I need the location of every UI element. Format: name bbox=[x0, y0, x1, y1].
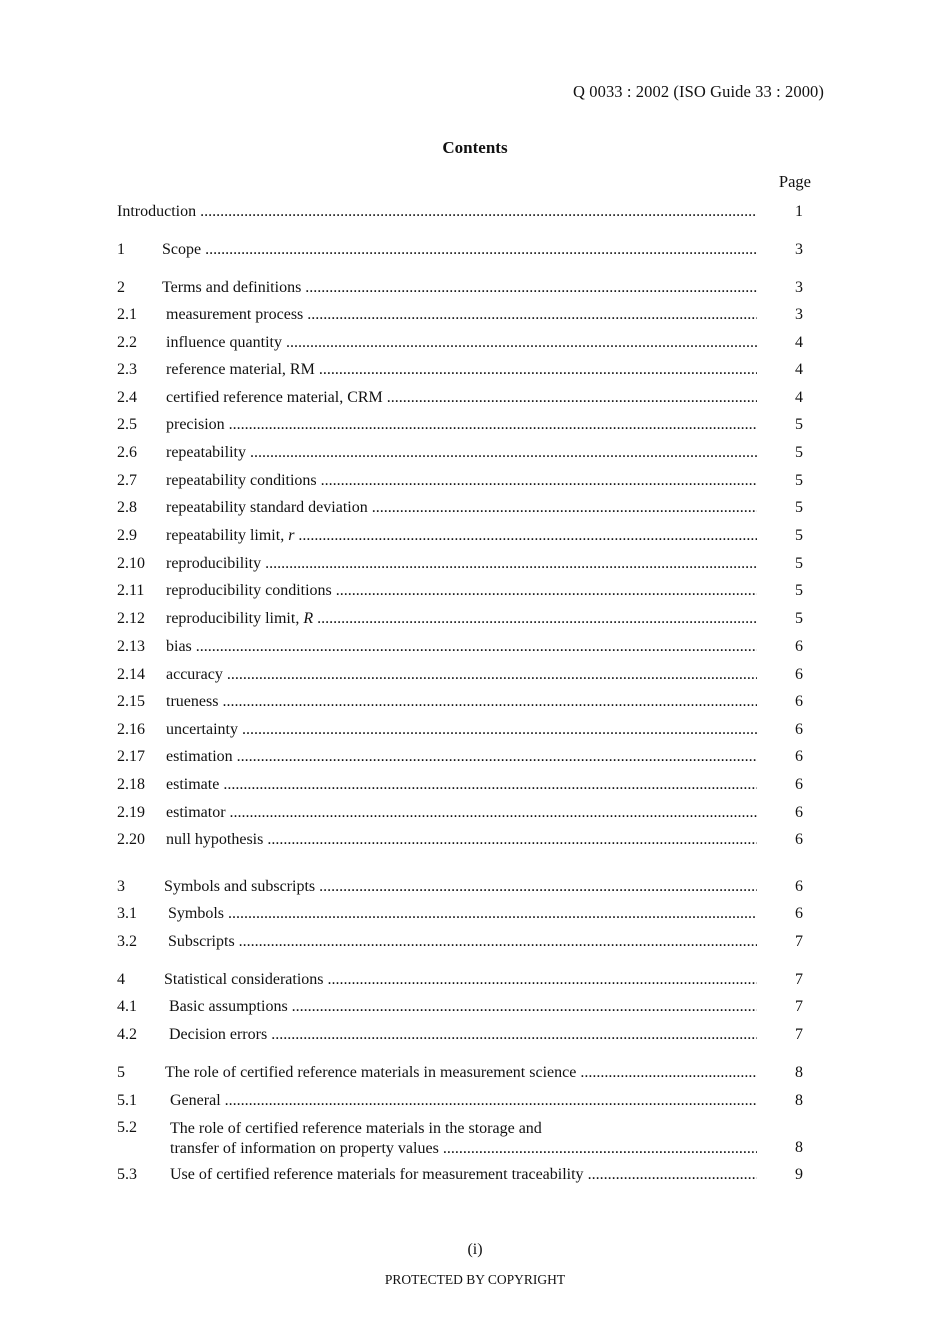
toc-entry-2-3[interactable] bbox=[117, 361, 817, 385]
toc-entry-title: Terms and definitions ..... bbox=[162, 279, 757, 297]
toc-entry-2-9[interactable] bbox=[117, 527, 817, 551]
toc-entry-2-12[interactable] bbox=[117, 610, 817, 634]
toc-entry-page: 8 bbox=[795, 1064, 803, 1081]
toc-entry-number: 2.3 bbox=[117, 361, 137, 378]
toc-entry-title: Subscripts ..... bbox=[168, 933, 757, 951]
toc-entry-page: 3 bbox=[795, 279, 803, 296]
toc-entry-number: 5.1 bbox=[117, 1092, 137, 1109]
toc-entry-title: bias ..... bbox=[166, 638, 757, 656]
toc-entry-2-18[interactable] bbox=[117, 776, 817, 800]
page-column-label: Page bbox=[778, 172, 811, 191]
toc-entry-page: 6 bbox=[795, 776, 803, 793]
toc-entry-4-1[interactable] bbox=[117, 998, 817, 1022]
toc-entry-number: 2.17 bbox=[117, 748, 145, 765]
toc-entry-page: 5 bbox=[795, 555, 803, 572]
toc-entry-number: 2.5 bbox=[117, 416, 137, 433]
toc-entry-2-16[interactable] bbox=[117, 721, 817, 745]
toc-entry-number: 2.1 bbox=[117, 306, 137, 323]
toc-entry-title: Basic assumptions ..... bbox=[169, 998, 757, 1016]
toc-entry-title-group bbox=[166, 527, 757, 545]
toc-entry-title: trueness ..... bbox=[166, 693, 757, 711]
toc-entry-number: 1 bbox=[117, 241, 125, 258]
toc-entry-title: estimate ..... bbox=[166, 776, 757, 794]
toc-entry-number: 3.1 bbox=[117, 905, 137, 922]
toc-entry-page: 4 bbox=[795, 389, 803, 406]
toc-entry-2-17[interactable] bbox=[117, 748, 817, 772]
toc-entry-title: General ..... bbox=[170, 1092, 757, 1110]
toc-entry-number: 2.15 bbox=[117, 693, 145, 710]
toc-entry-title: uncertainty ..... bbox=[166, 721, 757, 739]
toc-entry-5[interactable] bbox=[117, 1064, 817, 1088]
toc-entry-page: 5 bbox=[795, 472, 803, 489]
toc-entry-title: null hypothesis ..... bbox=[166, 831, 757, 849]
toc-entry-2-13[interactable] bbox=[117, 638, 817, 662]
document-id-header: Q 0033 : 2002 (ISO Guide 33 : 2000) bbox=[573, 82, 824, 101]
toc-entry-number: 4.1 bbox=[117, 998, 137, 1015]
toc-entry-2-5[interactable] bbox=[117, 416, 817, 440]
symbol-r: r bbox=[288, 527, 295, 544]
toc-entry-2-1[interactable] bbox=[117, 306, 817, 330]
toc-entry-page: 5 bbox=[795, 444, 803, 461]
toc-entry-3-2[interactable] bbox=[117, 933, 817, 957]
toc-entry-title: Scope ..... bbox=[162, 241, 757, 259]
toc-entry-number: 5.2 bbox=[117, 1119, 137, 1136]
toc-entry-number: 2.16 bbox=[117, 721, 145, 738]
copyright-notice: PROTECTED BY COPYRIGHT bbox=[384, 1272, 566, 1287]
toc-entry-number: 3.2 bbox=[117, 933, 137, 950]
toc-entry-title: reproducibility conditions ..... bbox=[166, 582, 757, 600]
toc-entry-page: 7 bbox=[795, 971, 803, 988]
toc-entry-2-10[interactable] bbox=[117, 555, 817, 579]
toc-entry-page: 3 bbox=[795, 241, 803, 258]
toc-entry-title: reproducibility limit, bbox=[166, 610, 300, 627]
toc-entry-number: 4 bbox=[117, 971, 125, 988]
page-number-footer: (i) bbox=[467, 1241, 483, 1258]
toc-entry-2-6[interactable] bbox=[117, 444, 817, 468]
toc-entry-title: Introduction ..... bbox=[117, 203, 757, 221]
toc-entry-number: 2.18 bbox=[117, 776, 145, 793]
toc-entry-3-1[interactable] bbox=[117, 905, 817, 929]
toc-entry-introduction[interactable] bbox=[117, 203, 817, 227]
toc-entry-title: influence quantity ..... bbox=[166, 334, 757, 352]
toc-entry-2-19[interactable] bbox=[117, 804, 817, 828]
toc-entry-page: 5 bbox=[795, 582, 803, 599]
toc-entry-number: 2.9 bbox=[117, 527, 137, 544]
toc-entry-title: estimator ..... bbox=[166, 804, 757, 822]
toc-entry-number: 2.12 bbox=[117, 610, 145, 627]
toc-entry-title: accuracy ..... bbox=[166, 666, 757, 684]
toc-entry-page: 9 bbox=[795, 1166, 803, 1183]
toc-entry-number: 2.13 bbox=[117, 638, 145, 655]
toc-entry-number: 2.14 bbox=[117, 666, 145, 683]
toc-entry-number: 4.2 bbox=[117, 1026, 137, 1043]
toc-entry-page: 7 bbox=[795, 1026, 803, 1043]
toc-entry-page: 6 bbox=[795, 666, 803, 683]
toc-entry-title: reference material, RM ..... bbox=[166, 361, 757, 379]
toc-entry-page: 5 bbox=[795, 416, 803, 433]
toc-entry-title: Decision errors ..... bbox=[169, 1026, 757, 1044]
toc-entry-title-group bbox=[170, 1119, 757, 1159]
page-title: Contents bbox=[442, 138, 508, 157]
toc-entry-title: reproducibility ..... bbox=[166, 555, 757, 573]
toc-entry-page: 7 bbox=[795, 998, 803, 1015]
toc-entry-title: The role of certified reference materials in measurement science ..... bbox=[165, 1064, 757, 1082]
toc-entry-page: 5 bbox=[795, 499, 803, 516]
toc-entry-2-2[interactable] bbox=[117, 334, 817, 358]
toc-entry-title: Statistical considerations ..... bbox=[164, 971, 757, 989]
toc-entry-2-20[interactable] bbox=[117, 831, 817, 855]
toc-entry-title: repeatability ..... bbox=[166, 444, 757, 462]
toc-entry-title-group bbox=[166, 610, 757, 628]
toc-entry-number: 2.10 bbox=[117, 555, 145, 572]
toc-entry-number: 5 bbox=[117, 1064, 125, 1081]
toc-entry-3[interactable] bbox=[117, 878, 817, 902]
toc-entry-page: 5 bbox=[795, 527, 803, 544]
toc-entry-title: measurement process ..... bbox=[166, 306, 757, 324]
toc-entry-1[interactable] bbox=[117, 241, 817, 265]
toc-entry-page: 6 bbox=[795, 804, 803, 821]
toc-entry-page: 8 bbox=[795, 1092, 803, 1109]
toc-entry-page: 6 bbox=[795, 693, 803, 710]
toc-entry-number: 2.11 bbox=[117, 582, 145, 599]
toc-entry-number: 2.7 bbox=[117, 472, 137, 489]
toc-entry-number: 2.8 bbox=[117, 499, 137, 516]
toc-entry-title: repeatability limit, bbox=[166, 527, 285, 544]
toc-entry-5-2[interactable] bbox=[117, 1119, 817, 1165]
toc-entry-title: Use of certified reference materials for measurement traceability ..... bbox=[170, 1166, 757, 1184]
toc-entry-page: 6 bbox=[795, 831, 803, 848]
toc-entry-title: Symbols and subscripts ..... bbox=[164, 878, 757, 896]
toc-entry-number: 2.6 bbox=[117, 444, 137, 461]
toc-entry-5-3[interactable] bbox=[117, 1166, 817, 1190]
toc-entry-title: repeatability conditions ..... bbox=[166, 472, 757, 490]
toc-entry-page: 4 bbox=[795, 361, 803, 378]
toc-entry-page: 8 bbox=[795, 1139, 803, 1156]
toc-entry-title: Symbols ..... bbox=[168, 905, 757, 923]
toc-entry-page: 7 bbox=[795, 933, 803, 950]
toc-entry-title: repeatability standard deviation ..... bbox=[166, 499, 757, 517]
toc-entry-page: 6 bbox=[795, 878, 803, 895]
toc-entry-4[interactable] bbox=[117, 971, 817, 995]
toc-entry-number: 3 bbox=[117, 878, 125, 895]
toc-entry-page: 5 bbox=[795, 610, 803, 627]
toc-entry-2-14[interactable] bbox=[117, 666, 817, 690]
toc-entry-2-7[interactable] bbox=[117, 472, 817, 496]
toc-entry-2-11[interactable] bbox=[117, 582, 817, 606]
toc-entry-title-line2: transfer of information on property values ..... bbox=[170, 1139, 757, 1159]
toc-entry-page: 4 bbox=[795, 334, 803, 351]
toc-entry-2-15[interactable] bbox=[117, 693, 817, 717]
toc-entry-title: certified reference material, CRM ..... bbox=[166, 389, 757, 407]
toc-entry-page: 3 bbox=[795, 306, 803, 323]
toc-entry-number: 5.3 bbox=[117, 1166, 137, 1183]
toc-entry-5-1[interactable] bbox=[117, 1092, 817, 1116]
toc-entry-page: 1 bbox=[795, 203, 803, 220]
toc-entry-2-4[interactable] bbox=[117, 389, 817, 413]
symbol-R: R bbox=[303, 610, 314, 627]
toc-entry-page: 6 bbox=[795, 905, 803, 922]
toc-entry-page: 6 bbox=[795, 638, 803, 655]
toc-entry-title: estimation ..... bbox=[166, 748, 757, 766]
toc-entry-2-8[interactable] bbox=[117, 499, 817, 523]
toc-entry-page: 6 bbox=[795, 721, 803, 738]
toc-entry-title-line1: The role of certified reference materials in the storage and bbox=[170, 1120, 542, 1137]
toc-entry-number: 2.20 bbox=[117, 831, 145, 848]
toc-entry-number: 2.19 bbox=[117, 804, 145, 821]
toc-entry-number: 2.4 bbox=[117, 389, 137, 406]
toc-entry-title: precision ..... bbox=[166, 416, 757, 434]
toc-entry-page: 6 bbox=[795, 748, 803, 765]
toc-entry-4-2[interactable] bbox=[117, 1026, 817, 1050]
toc-entry-2[interactable] bbox=[117, 279, 817, 303]
toc-entry-number: 2.2 bbox=[117, 334, 137, 351]
toc-entry-number: 2 bbox=[117, 279, 125, 296]
